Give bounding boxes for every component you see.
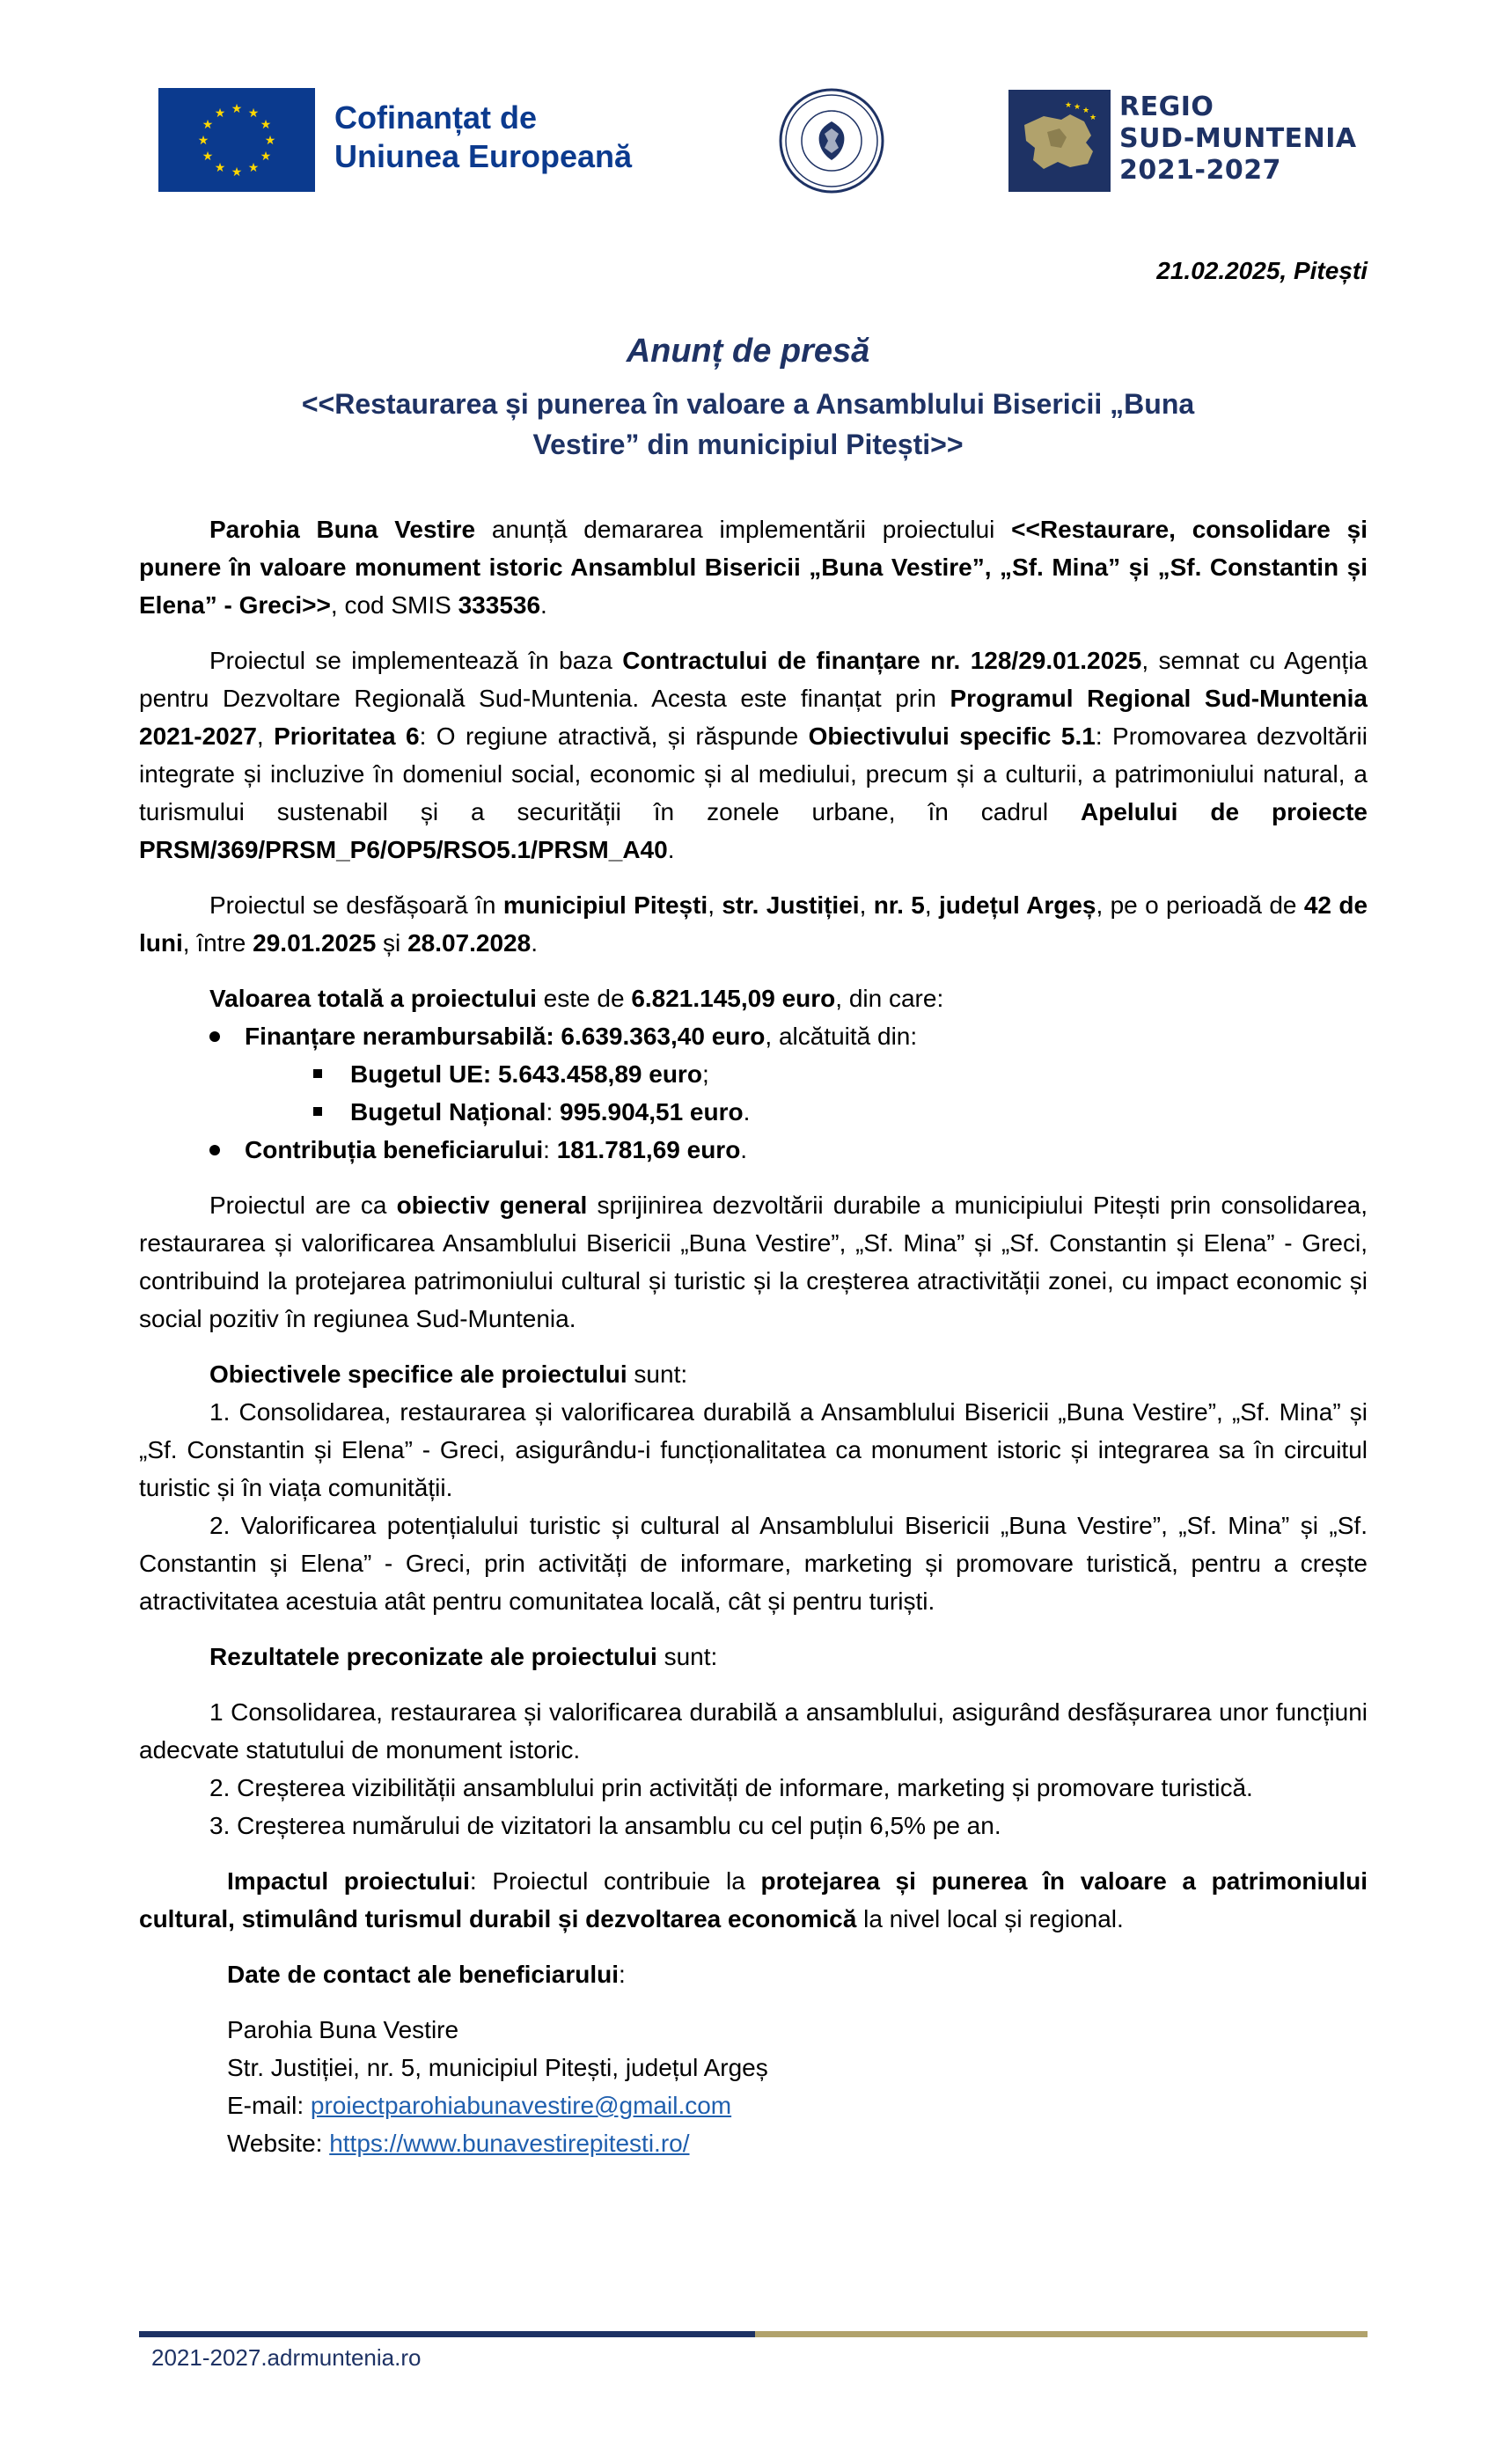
contact-address: Str. Justiției, nr. 5, municipiul Pitești, județul Argeș: [227, 2054, 768, 2081]
results-heading: [139, 1638, 1368, 1676]
regio-line1: REGIO: [1119, 92, 1214, 122]
beneficiary-contribution-amount: 181.781,69 euro: [556, 1136, 741, 1163]
contact-website-row: [227, 2124, 1368, 2162]
contract-number: Contractului de finanțare nr. 128/29.01.2025: [622, 647, 1142, 674]
regio-line2: SUD-MUNTENIA: [1119, 123, 1357, 154]
text-span: .: [743, 1098, 751, 1126]
text-span: , pe o perioadă de: [1096, 891, 1304, 919]
text-span: anunță demararea implementării proiectului: [475, 516, 1012, 543]
national-budget-amount: 995.904,51 euro: [560, 1098, 744, 1126]
text-span: sunt:: [656, 1643, 718, 1670]
heading-bold: Obiectivele specifice ale proiectului: [209, 1360, 627, 1388]
text-span: .: [531, 929, 538, 957]
total-value-amount: 6.821.145,09 euro: [631, 985, 836, 1012]
subtitle-line1: <<Restaurarea și punerea în valoare a Ansamblului Bisericii „Buna: [301, 388, 1195, 420]
regio-program-text: [1119, 92, 1357, 187]
location-paragraph: [139, 886, 1368, 962]
svg-text:★: ★: [260, 118, 272, 132]
text-span: , alcătuită din:: [765, 1023, 918, 1050]
svg-text:★: ★: [197, 134, 209, 148]
list-item: [139, 1131, 1368, 1169]
svg-text:★: ★: [202, 118, 214, 132]
eu-budget: Bugetul UE: 5.643.458,89 euro: [350, 1060, 702, 1088]
heading-bold: Rezultatele preconizate ale proiectului: [209, 1643, 657, 1670]
svg-text:★: ★: [247, 106, 260, 121]
text-span: sprijinirea dezvoltării durabile a municipiului Pitești prin consolidarea, restaurarea și valorificarea Ansamblului Bisericii „Buna Vestire”, „Sf. Mina” și „Sf. Constantin și Elena” - Greci, contribuind la protejarea patrimoniului cultural și turistic și la creșterea atractivității zonei, cu impact economic și social pozitiv în regiunea Sud-Muntenia.: [139, 1192, 1368, 1332]
text-span: , semnat cu Agenția pentru Dezvoltare Regională Sud-Muntenia. Acesta este finanțat prin: [139, 647, 1368, 712]
text-span: la nivel local și regional.: [856, 1905, 1124, 1932]
county: județul Argeș: [939, 891, 1096, 919]
national-budget-label: Bugetul Național: [350, 1098, 546, 1126]
eu-text-line2: Uniunea Europeană: [334, 138, 633, 174]
footer-divider-gold: [755, 2331, 1368, 2337]
text-span: , din care:: [835, 985, 944, 1012]
svg-text:★: ★: [264, 134, 276, 148]
street-number: nr. 5: [873, 891, 925, 919]
website-link[interactable]: https://www.bunavestirepitesti.ro/: [329, 2130, 690, 2157]
impact-paragraph: [139, 1862, 1368, 1938]
date-place: 21.02.2025, Pitești: [1156, 257, 1368, 284]
general-objective-label: obiectiv general: [396, 1192, 588, 1219]
total-value-label: Valoarea totală a proiectului: [209, 985, 537, 1012]
text-span: și: [376, 929, 408, 957]
text-span: Proiectul se implementează în baza: [209, 647, 623, 674]
svg-text:★: ★: [1064, 101, 1073, 110]
grant-amount: Finanțare nerambursabilă: 6.639.363,40 euro: [245, 1023, 766, 1050]
grant-breakdown-list: [139, 1055, 1368, 1131]
svg-text:★: ★: [214, 106, 226, 121]
eu-cofinance-text: [334, 99, 632, 176]
list-item: [139, 1093, 1368, 1131]
text-span: : Proiectul contribuie la: [469, 1867, 761, 1895]
funding-list: [139, 1017, 1368, 1169]
specific-objective-2: 2. Valorificarea potențialului turistic și cultural al Ansamblului Bisericii „Buna Vestire”, „Sf. Mina” și „Sf. Constantin și Elena” - Greci, prin activități de informare, marketing și promovare turistică, pentru a crește atractivitatea acestuia atât pentru comunitatea locală, cât și pentru turiști.: [139, 1512, 1368, 1615]
footer-website[interactable]: 2021-2027.adrmuntenia.ro: [151, 2344, 422, 2371]
svg-text:★: ★: [1089, 114, 1097, 122]
contact-heading: [139, 1955, 1368, 1993]
intro-paragraph: [139, 510, 1368, 624]
contact-email-row: [227, 2086, 1368, 2124]
text-span: .: [540, 591, 547, 619]
text-span: ,: [924, 891, 940, 919]
svg-text:★: ★: [260, 150, 272, 164]
result-1: 1 Consolidarea, restaurarea și valorificarea durabilă a ansamblului, asigurând desfășurarea unor funcțiuni adecvate statutului de monument istoric.: [139, 1698, 1368, 1764]
svg-text:★: ★: [214, 161, 226, 175]
text-span: Proiectul are ca: [209, 1192, 397, 1219]
text-span: , între: [182, 929, 253, 957]
email-label: E-mail:: [227, 2092, 311, 2119]
website-label: Website:: [227, 2130, 330, 2157]
total-value-line: [139, 979, 1368, 1017]
result-2: 2. Creșterea vizibilității ansamblului prin activități de informare, marketing și promovare turistică.: [209, 1774, 1253, 1801]
financing-paragraph: [139, 642, 1368, 869]
logo-header: [0, 0, 1496, 211]
page-title: Anunț de presă: [626, 333, 870, 370]
regio-line3: 2021-2027: [1119, 155, 1281, 186]
beneficiary-contribution-label: Contribuția beneficiarului: [245, 1136, 544, 1163]
specific-objective: Obiectivului specific 5.1: [808, 722, 1096, 750]
bullet-icon: [209, 1145, 220, 1155]
street: str. Justiției: [722, 891, 860, 919]
heading-bold: Date de contact ale beneficiarului: [227, 1961, 620, 1988]
text-span: , cod SMIS: [330, 591, 458, 619]
subtitle-line2: Vestire” din municipiul Pitești>>: [532, 429, 964, 460]
text-span: : Promovarea dezvoltării integrate și incluzive în domeniul social, economic și al mediului, precum și a culturii, a patrimoniului natural, a turismului sustenabil și a securității în zonele urbane, în cadrul: [139, 722, 1368, 825]
beneficiary-name: Parohia Buna Vestire: [209, 516, 476, 543]
priority: Prioritatea 6: [274, 722, 420, 750]
general-objective-paragraph: [139, 1186, 1368, 1338]
text-span: : O regiune atractivă, și răspunde: [419, 722, 809, 750]
text-span: :: [543, 1136, 557, 1163]
bullet-icon: [209, 1031, 220, 1042]
svg-text:★: ★: [247, 161, 260, 175]
municipality: municipiul Pitești: [502, 891, 708, 919]
text-span: :: [619, 1961, 626, 1988]
press-release-body: [139, 510, 1368, 2162]
list-item: [139, 1055, 1368, 1093]
text-span: :: [546, 1098, 561, 1126]
call-code: Apelului de proiecte PRSM/369/PRSM_P6/OP5/RSO5.1/PRSM_A40: [139, 798, 1368, 863]
project-name: <<Restaurare, consolidare și punere în valoare monument istoric Ansamblul Bisericii „Buna Vestire”, „Sf. Mina” și „Sf. Constantin și Elena” - Greci>>: [139, 516, 1368, 619]
project-subtitle: [246, 384, 1250, 465]
text-span: .: [667, 836, 675, 863]
contact-block: [139, 2011, 1368, 2162]
smis-code: 333536: [458, 591, 541, 619]
text-span: ,: [708, 891, 722, 919]
duration: 42 de luni: [139, 891, 1368, 957]
contact-name: Parohia Buna Vestire: [227, 2016, 459, 2043]
list-item: [139, 1017, 1368, 1131]
specific-objectives-heading: [139, 1355, 1368, 1393]
specific-objective-1: 1. Consolidarea, restaurarea și valorificarea durabilă a Ansamblului Bisericii „Buna Vestire”, „Sf. Mina” și „Sf. Constantin și Elena” - Greci, asigurându-i funcționalitatea ca monument istoric și integrarea sa în circuitul turistic și în viața comunității.: [139, 1398, 1368, 1501]
svg-text:★: ★: [231, 102, 243, 116]
footer-divider-navy: [139, 2331, 755, 2337]
square-bullet-icon: [313, 1069, 322, 1078]
svg-text:★: ★: [231, 165, 243, 180]
romanian-government-seal: [779, 88, 884, 194]
square-bullet-icon: [313, 1107, 322, 1116]
result-3: 3. Creșterea numărului de vizitatori la ansamblu cu cel puțin 6,5% pe an.: [209, 1812, 1001, 1839]
svg-text:★: ★: [202, 150, 214, 164]
text-span: sunt:: [627, 1360, 688, 1388]
eu-text-line1: Cofinanțat de: [334, 99, 537, 136]
impact-highlight: protejarea și punerea în valoare a patrimoniului cultural, stimulând turismul durabil și dezvoltarea economică: [139, 1867, 1368, 1932]
text-span: este de: [536, 985, 632, 1012]
text-span: ,: [256, 722, 275, 750]
program-name: Programul Regional Sud-Muntenia 2021-2027: [139, 685, 1368, 750]
end-date: 28.07.2028: [407, 929, 532, 957]
impact-label: Impactul proiectului: [227, 1867, 470, 1895]
email-link[interactable]: proiectparohiabunavestire@gmail.com: [310, 2092, 732, 2119]
eu-flag-logo: [158, 88, 315, 192]
svg-text:★: ★: [1082, 106, 1090, 115]
start-date: 29.01.2025: [253, 929, 377, 957]
text-span: ;: [701, 1060, 709, 1088]
regio-map-badge: [1008, 90, 1111, 192]
text-span: ,: [859, 891, 874, 919]
text-span: Proiectul se desfășoară în: [209, 891, 503, 919]
text-span: .: [740, 1136, 748, 1163]
svg-text:★: ★: [1073, 103, 1082, 112]
